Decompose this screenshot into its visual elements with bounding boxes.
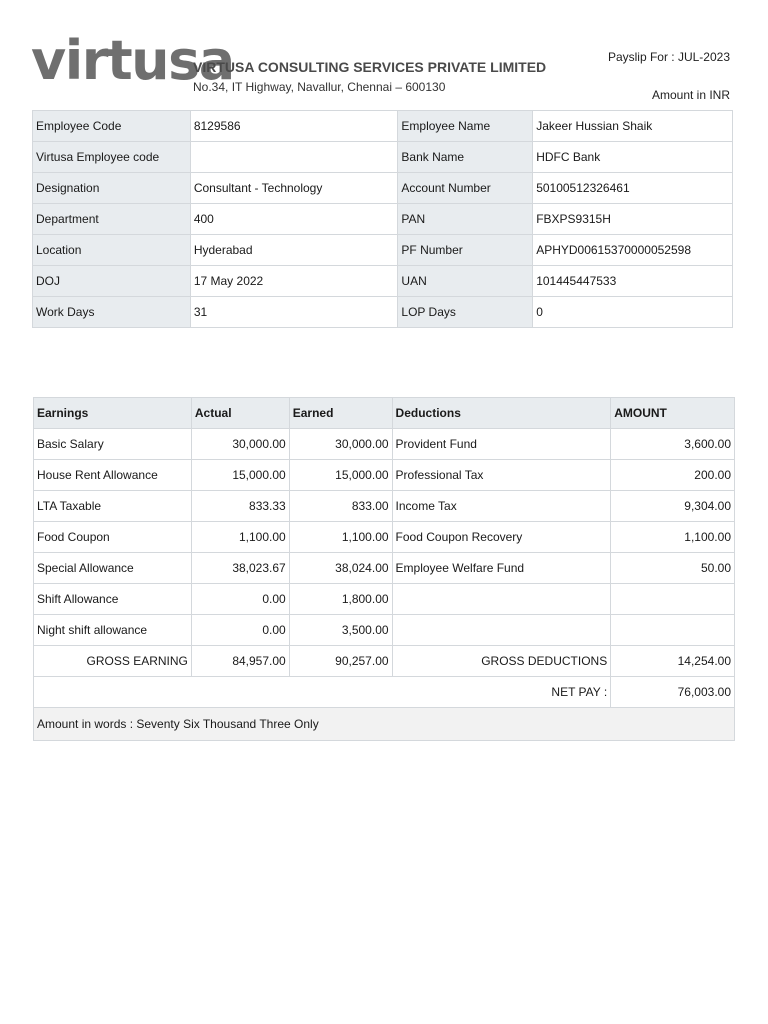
deduction-amount xyxy=(611,584,735,615)
amount-in-words-row xyxy=(34,708,735,741)
info-row xyxy=(33,266,733,297)
gross-row xyxy=(34,646,735,677)
earning-name: LTA Taxable xyxy=(34,491,192,522)
earning-name: Night shift allowance xyxy=(34,615,192,646)
table-row xyxy=(34,429,735,460)
info-label: Department xyxy=(33,204,191,235)
amount-in-words: Amount in words : Seventy Six Thousand Three Only xyxy=(34,708,735,741)
actual-value: 15,000.00 xyxy=(191,460,289,491)
deduction-name: Food Coupon Recovery xyxy=(392,522,611,553)
info-label: Work Days xyxy=(33,297,191,328)
deduction-name: Income Tax xyxy=(392,491,611,522)
info-value: Hyderabad xyxy=(190,235,398,266)
header-actual: Actual xyxy=(191,398,289,429)
info-label: DOJ xyxy=(33,266,191,297)
info-value: 0 xyxy=(533,297,733,328)
deduction-name: Provident Fund xyxy=(392,429,611,460)
deduction-amount: 200.00 xyxy=(611,460,735,491)
info-value: Jakeer Hussian Shaik xyxy=(533,111,733,142)
earning-name: House Rent Allowance xyxy=(34,460,192,491)
payslip-period: Payslip For : JUL-2023 xyxy=(607,50,730,64)
info-label: UAN xyxy=(398,266,533,297)
info-label: Employee Name xyxy=(398,111,533,142)
table-header-row xyxy=(34,398,735,429)
virtusa-logo: virtusa xyxy=(31,29,234,92)
net-pay-label: NET PAY : xyxy=(34,677,611,708)
info-value: 50100512326461 xyxy=(533,173,733,204)
earned-value: 1,100.00 xyxy=(289,522,392,553)
deduction-amount: 1,100.00 xyxy=(611,522,735,553)
net-pay-row xyxy=(34,677,735,708)
header-deductions: Deductions xyxy=(392,398,611,429)
earned-value: 38,024.00 xyxy=(289,553,392,584)
actual-value: 0.00 xyxy=(191,584,289,615)
info-value: 31 xyxy=(190,297,398,328)
gross-earned-value: 90,257.00 xyxy=(289,646,392,677)
info-value: 400 xyxy=(190,204,398,235)
info-row xyxy=(33,297,733,328)
earned-value: 3,500.00 xyxy=(289,615,392,646)
table-row xyxy=(34,615,735,646)
info-label: Bank Name xyxy=(398,142,533,173)
actual-value: 1,100.00 xyxy=(191,522,289,553)
deduction-amount: 3,600.00 xyxy=(611,429,735,460)
table-row xyxy=(34,584,735,615)
earnings-deductions-table xyxy=(33,397,735,741)
company-address: No.34, IT Highway, Navallur, Chennai – 600130 xyxy=(193,80,446,94)
earned-value: 1,800.00 xyxy=(289,584,392,615)
actual-value: 38,023.67 xyxy=(191,553,289,584)
table-row xyxy=(34,460,735,491)
header-earnings: Earnings xyxy=(34,398,192,429)
info-row xyxy=(33,235,733,266)
deduction-amount: 50.00 xyxy=(611,553,735,584)
table-row xyxy=(34,491,735,522)
table-row xyxy=(34,522,735,553)
info-row xyxy=(33,111,733,142)
gross-deductions-label: GROSS DEDUCTIONS xyxy=(392,646,611,677)
info-value: APHYD00615370000052598 xyxy=(533,235,733,266)
info-row xyxy=(33,204,733,235)
earning-name: Food Coupon xyxy=(34,522,192,553)
info-value: HDFC Bank xyxy=(533,142,733,173)
gross-earning-label: GROSS EARNING xyxy=(34,646,192,677)
deduction-name: Employee Welfare Fund xyxy=(392,553,611,584)
deduction-amount: 9,304.00 xyxy=(611,491,735,522)
info-label: Designation xyxy=(33,173,191,204)
employee-info-table xyxy=(32,110,733,328)
earning-name: Special Allowance xyxy=(34,553,192,584)
info-row xyxy=(33,173,733,204)
info-value: Consultant - Technology xyxy=(190,173,398,204)
deduction-name xyxy=(392,615,611,646)
info-value: 8129586 xyxy=(190,111,398,142)
info-label: LOP Days xyxy=(398,297,533,328)
info-value xyxy=(190,142,398,173)
gross-actual-value: 84,957.00 xyxy=(191,646,289,677)
earned-value: 833.00 xyxy=(289,491,392,522)
earning-name: Shift Allowance xyxy=(34,584,192,615)
info-label: Virtusa Employee code xyxy=(33,142,191,173)
company-name: VIRTUSA CONSULTING SERVICES PRIVATE LIMITED xyxy=(193,59,547,75)
gross-deductions-amount: 14,254.00 xyxy=(611,646,735,677)
header-amount: AMOUNT xyxy=(611,398,735,429)
actual-value: 30,000.00 xyxy=(191,429,289,460)
currency-note: Amount in INR xyxy=(651,88,730,102)
info-value: 101445447533 xyxy=(533,266,733,297)
info-value: 17 May 2022 xyxy=(190,266,398,297)
earning-name: Basic Salary xyxy=(34,429,192,460)
actual-value: 0.00 xyxy=(191,615,289,646)
actual-value: 833.33 xyxy=(191,491,289,522)
earned-value: 30,000.00 xyxy=(289,429,392,460)
net-pay-amount: 76,003.00 xyxy=(611,677,735,708)
earned-value: 15,000.00 xyxy=(289,460,392,491)
info-value: FBXPS9315H xyxy=(533,204,733,235)
deduction-amount xyxy=(611,615,735,646)
info-row xyxy=(33,142,733,173)
info-label: PF Number xyxy=(398,235,533,266)
info-label: Account Number xyxy=(398,173,533,204)
header-earned: Earned xyxy=(289,398,392,429)
info-label: Location xyxy=(33,235,191,266)
info-label: PAN xyxy=(398,204,533,235)
deduction-name: Professional Tax xyxy=(392,460,611,491)
deduction-name xyxy=(392,584,611,615)
table-row xyxy=(34,553,735,584)
info-label: Employee Code xyxy=(33,111,191,142)
